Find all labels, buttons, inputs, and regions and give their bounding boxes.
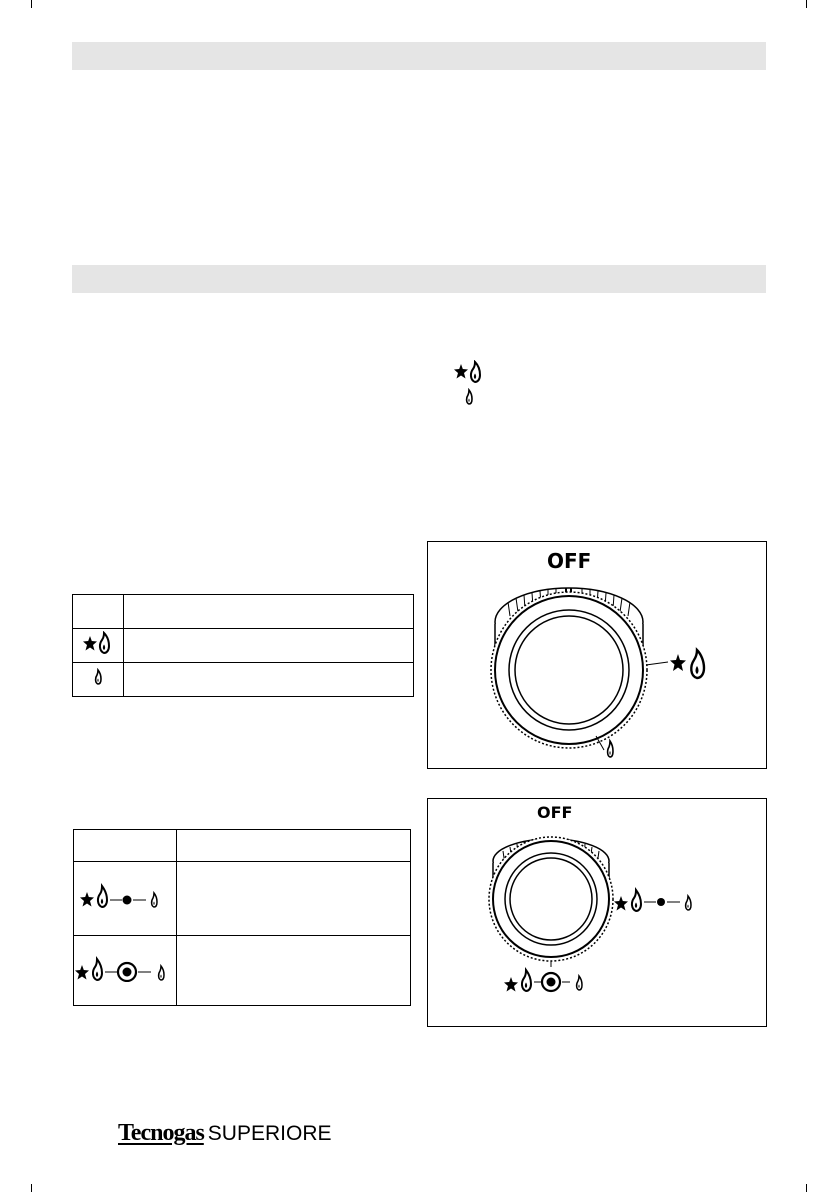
ignition-ring-low-flame-icon: [504, 970, 582, 992]
brand-sub-name: SUPERIORE: [207, 1122, 332, 1145]
table-cell-description: [124, 629, 414, 663]
low-flame-icon: [91, 668, 105, 686]
table-row: [74, 936, 411, 1006]
table-row: [74, 830, 411, 862]
table-row: [73, 629, 414, 663]
section-header-band-1: [72, 42, 766, 70]
table-cell-description: [124, 595, 414, 629]
section-header-band-2: [72, 265, 766, 293]
ignition-flame-icon: [454, 360, 494, 384]
table-cell-description: [177, 936, 411, 1006]
crop-mark: [31, 1184, 32, 1192]
symbol-table-2: [73, 829, 411, 1006]
table-cell-icon: [74, 830, 177, 862]
ignition-dot-low-flame-icon: [80, 883, 170, 909]
table-cell-description: [177, 862, 411, 936]
symbol-table-1: [72, 594, 414, 697]
table-row: [73, 595, 414, 629]
ignition-dot-low-flame-icon: [614, 890, 691, 911]
table-cell-description: [124, 663, 414, 697]
table-cell-icon: [73, 595, 124, 629]
off-label: OFF: [537, 803, 573, 822]
crop-mark: [31, 0, 32, 8]
ignition-ring-low-flame-icon: [75, 954, 175, 982]
table-cell-icon: [73, 663, 124, 697]
low-flame-icon: [462, 388, 476, 406]
off-label: OFF: [547, 549, 592, 573]
table-cell-description: [177, 830, 411, 862]
knob-2-drawing: [428, 799, 766, 1026]
crop-mark: [806, 0, 807, 8]
table-cell-icon: [74, 862, 177, 936]
brand-logo: [118, 1120, 332, 1150]
brand-name: Tecnogas: [118, 1120, 204, 1146]
knob-1-drawing: [428, 542, 766, 768]
table-cell-icon: [73, 629, 124, 663]
table-cell-icon: [74, 936, 177, 1006]
ignition-flame-icon: [83, 631, 113, 655]
crop-mark: [806, 1184, 807, 1192]
low-flame-icon: [608, 741, 613, 757]
table-row: [73, 663, 414, 697]
knob-figure-2: [427, 798, 767, 1027]
table-row: [74, 862, 411, 936]
ignition-flame-icon: [670, 650, 704, 678]
knob-figure-1: [427, 541, 767, 769]
